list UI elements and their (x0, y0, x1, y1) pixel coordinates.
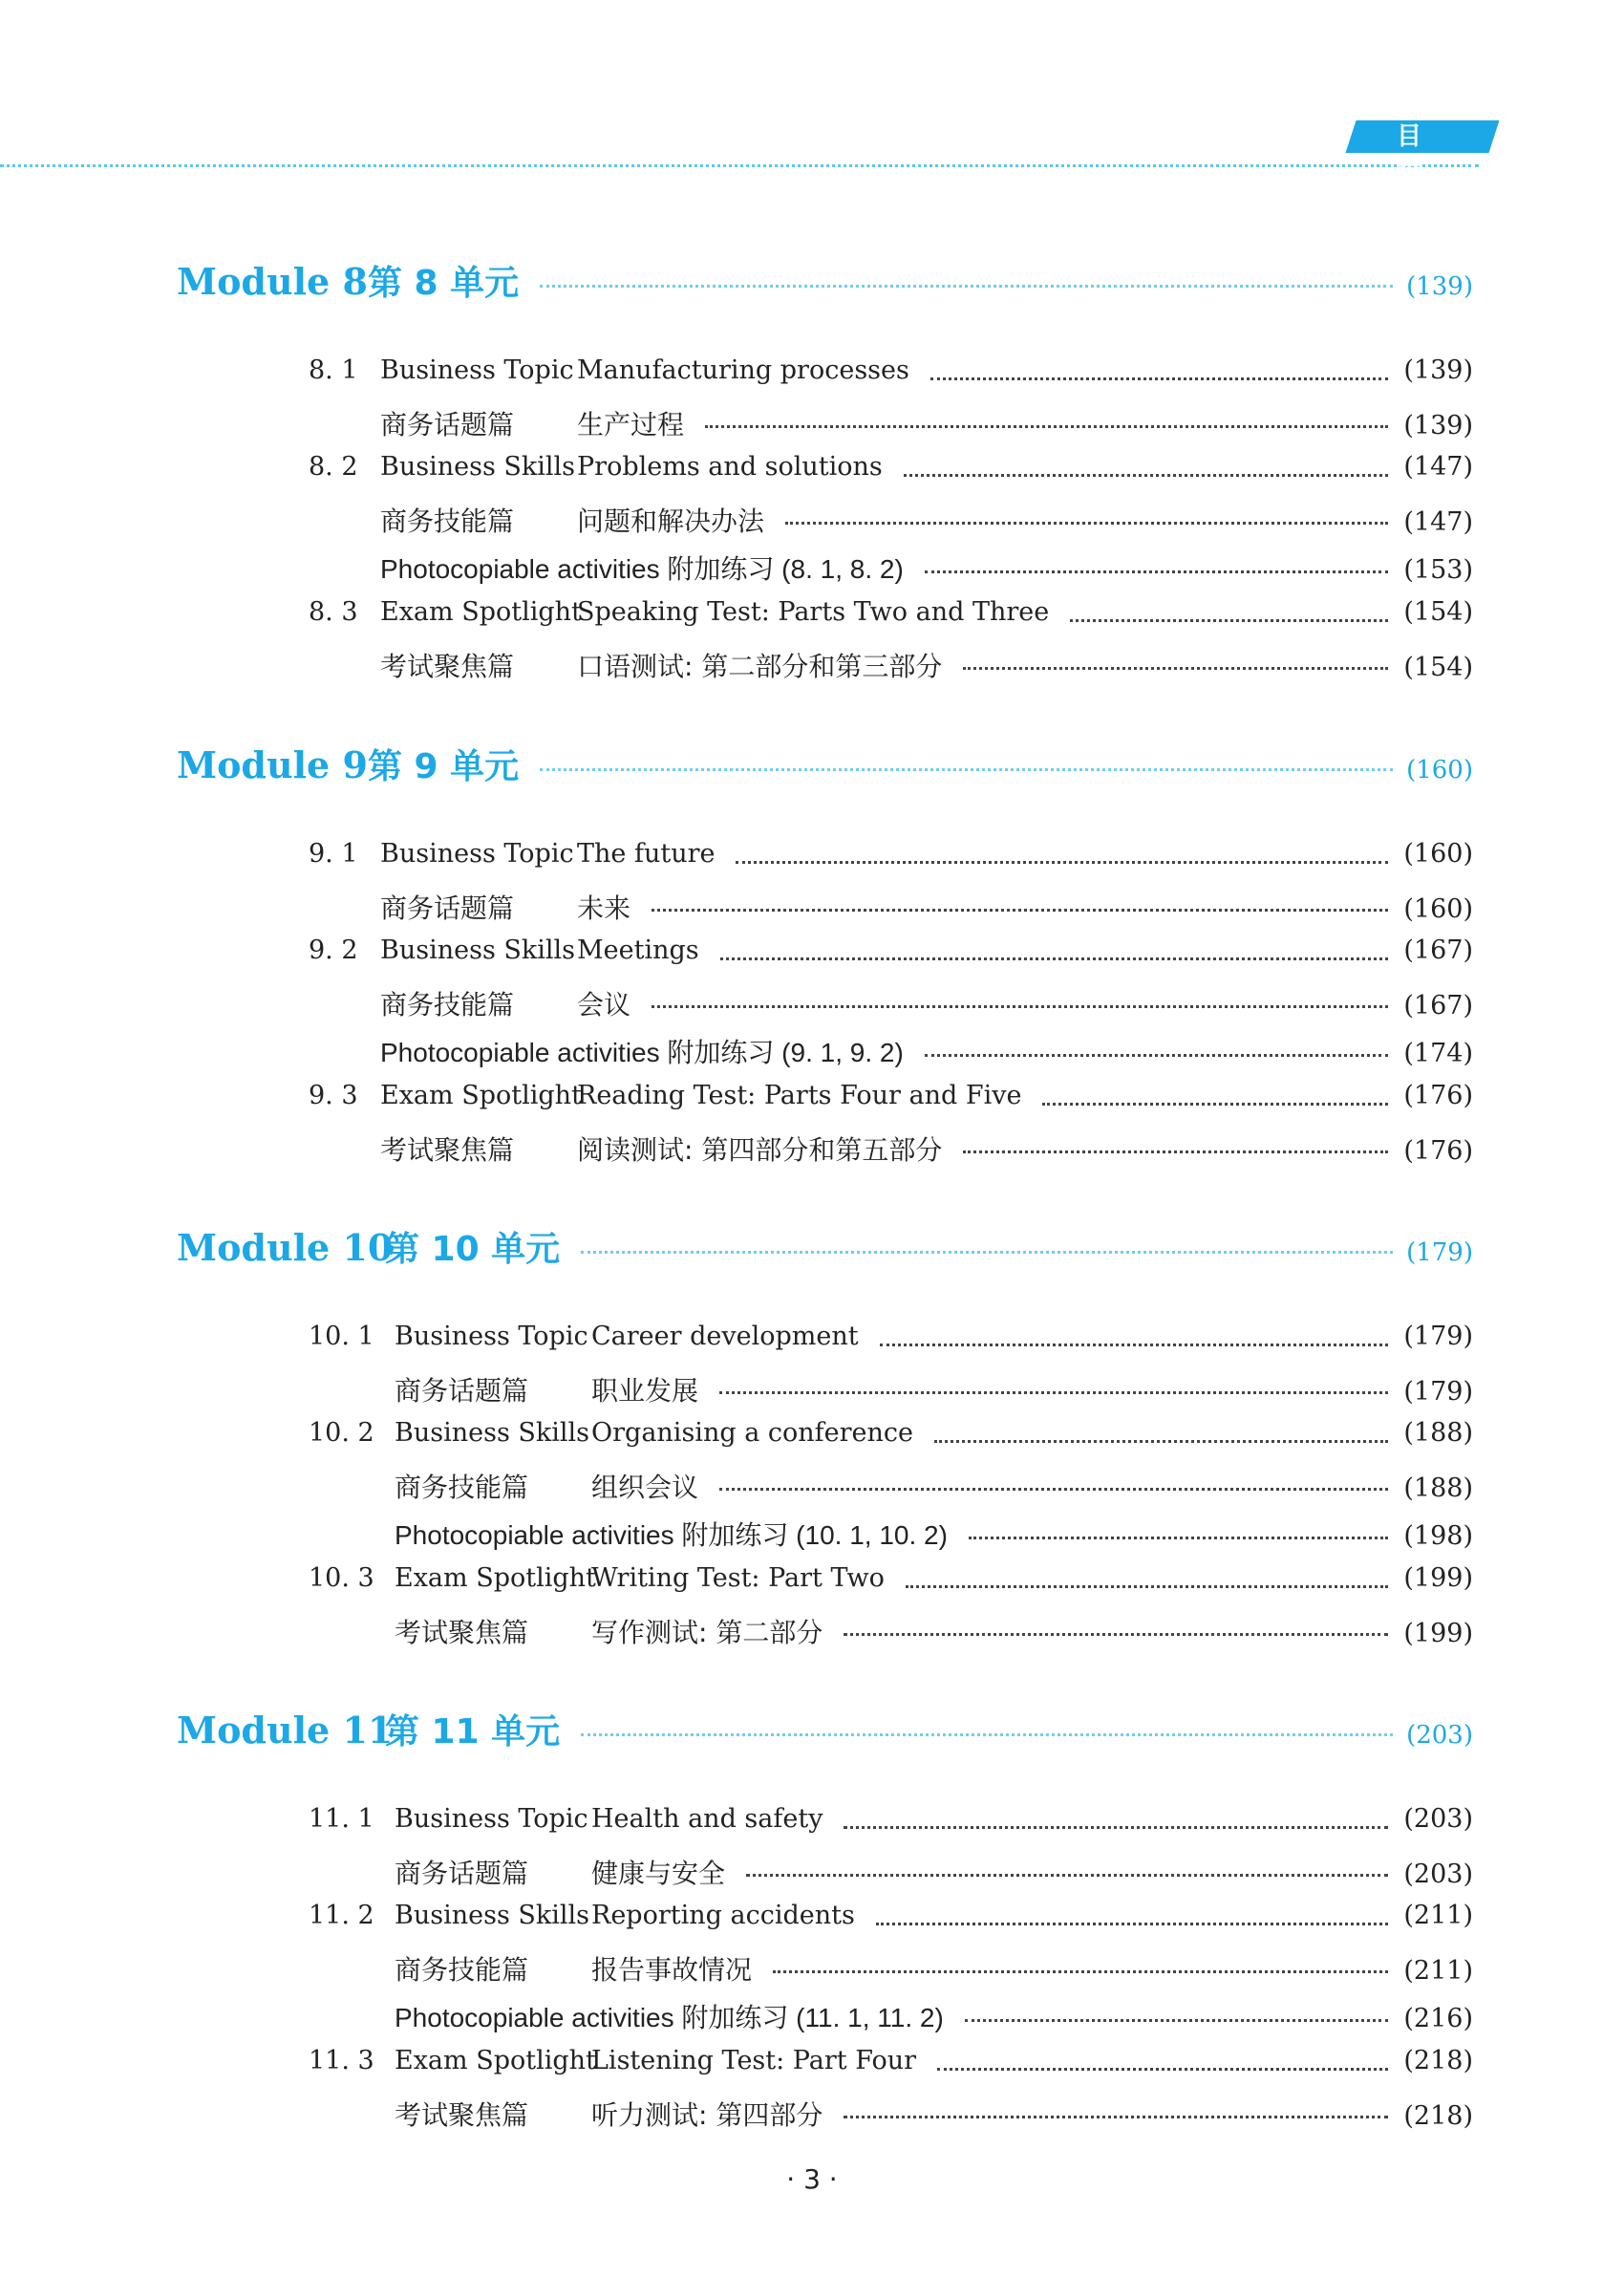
module-heading[interactable] (177, 256, 1473, 304)
entry-title: Career development (591, 1322, 859, 1351)
entry-category: Exam Spotlight (380, 1081, 582, 1110)
dotted-leader (925, 570, 1389, 573)
entry-category: Business Skills (380, 935, 576, 966)
module-title: 第 10 单元 (385, 1230, 561, 1269)
entry-category: Business Topic (395, 1804, 588, 1834)
module-title: 第 8 单元 (368, 264, 520, 303)
toc-entry[interactable] (309, 1370, 1473, 1408)
dotted-leader (652, 1005, 1388, 1008)
entry-category: 商务话题篇 (395, 1857, 529, 1889)
entry-category: Business Topic (380, 355, 574, 385)
entry-category: 商务技能篇 (395, 1953, 529, 1986)
dotted-leader (963, 1150, 1388, 1153)
dotted-leader (934, 1440, 1388, 1443)
entry-category: 考试聚焦篇 (380, 650, 515, 682)
entry-category: 商务话题篇 (380, 408, 515, 441)
dotted-leader (963, 667, 1388, 670)
entry-page: (174) (1403, 1039, 1473, 1069)
entry-title: 组织会议 (591, 1471, 699, 1503)
entry-number: 11. 1 (309, 1804, 374, 1834)
entry-title: 生产过程 (577, 408, 685, 441)
entry-page: (179) (1403, 1322, 1473, 1351)
entry-category: 考试聚焦篇 (380, 1133, 515, 1166)
dotted-leader (736, 861, 1388, 864)
toc-entry[interactable] (309, 1322, 1473, 1360)
entry-number: 9. 3 (309, 1081, 358, 1110)
toc-entry[interactable] (309, 2095, 1473, 2133)
dotted-leader (876, 1923, 1389, 1925)
module-heading[interactable] (177, 1222, 1473, 1270)
entry-page: (188) (1403, 1418, 1473, 1449)
entry-page: (179) (1403, 1376, 1473, 1407)
dotted-leader (880, 1344, 1389, 1346)
dotted-leader (581, 1733, 1393, 1736)
entry-category: 商务话题篇 (380, 892, 515, 924)
toc-entry[interactable] (309, 839, 1473, 877)
entry-title: Reporting accidents (591, 1901, 855, 1931)
entry-category: Exam Spotlight (380, 597, 582, 627)
entry-number: 10. 1 (309, 1322, 374, 1351)
header-tab-label: 目 录 (1396, 122, 1454, 183)
entry-page: (167) (1403, 990, 1473, 1021)
entry-category: Business Topic (395, 1322, 588, 1351)
module-page: (160) (1406, 756, 1473, 785)
module-title: 第 9 单元 (368, 747, 520, 786)
page-number: · 3 · (786, 2163, 838, 2195)
entry-category: 考试聚焦篇 (395, 2098, 529, 2131)
entry-title: 写作测试: 第二部分 (591, 1616, 823, 1648)
entry-page: (203) (1403, 1859, 1473, 1889)
dotted-leader (773, 1970, 1388, 1973)
dotted-leader (965, 2019, 1389, 2022)
dotted-leader (844, 2116, 1388, 2118)
entry-page: (203) (1403, 1804, 1473, 1834)
dotted-leader (1070, 619, 1388, 622)
toc-entry[interactable] (309, 1853, 1473, 1891)
toc-entry[interactable] (309, 1997, 1473, 2035)
entry-page: (153) (1403, 555, 1473, 586)
entry-page: (176) (1403, 1135, 1473, 1166)
entry-page: (216) (1403, 2004, 1473, 2034)
entry-category: Business Topic (380, 839, 574, 869)
entry-page: (147) (1403, 506, 1473, 537)
dotted-leader (906, 1585, 1388, 1588)
dotted-leader (705, 425, 1388, 428)
entry-number: 9. 1 (309, 839, 358, 869)
entry-category: Exam Spotlight (395, 2046, 596, 2075)
entry-page: (139) (1403, 355, 1473, 385)
toc-entry[interactable] (309, 501, 1473, 539)
entry-title: Meetings (577, 935, 699, 966)
module-number: Module 9 (177, 743, 368, 786)
module-title: 第 11 单元 (385, 1712, 561, 1752)
entry-title: 健康与安全 (591, 1857, 726, 1889)
toc-entry[interactable] (309, 1081, 1473, 1119)
entry-title: Writing Test: Part Two (591, 1563, 885, 1593)
toc-entry[interactable] (309, 1467, 1473, 1505)
entry-page: (154) (1403, 597, 1473, 627)
entry-number: 10. 2 (309, 1418, 374, 1449)
toc-entry[interactable] (309, 1515, 1473, 1553)
module-page: (203) (1406, 1721, 1473, 1750)
entry-number: 9. 2 (309, 935, 358, 966)
entry-page: (147) (1403, 452, 1473, 483)
toc-entry[interactable] (309, 1418, 1473, 1456)
entry-page: (139) (1403, 410, 1473, 441)
module-number: Module 8 (177, 260, 368, 303)
entry-page: (211) (1403, 1901, 1473, 1931)
module-heading[interactable] (177, 740, 1473, 787)
entry-category: Exam Spotlight (395, 1563, 596, 1593)
dotted-leader (904, 474, 1389, 477)
entry-category: Business Skills (395, 1418, 590, 1449)
entry-title: Health and safety (591, 1804, 823, 1834)
entry-title: Listening Test: Part Four (591, 2046, 917, 2075)
toc-entry[interactable] (309, 548, 1473, 587)
entry-title: 职业发展 (591, 1374, 699, 1407)
dotted-leader (969, 1537, 1388, 1539)
module-heading[interactable] (177, 1705, 1473, 1752)
toc-entry[interactable] (309, 1612, 1473, 1650)
toc-entry[interactable] (309, 1032, 1473, 1070)
toc-entry[interactable] (309, 1901, 1473, 1939)
entry-title: Speaking Test: Parts Two and Three (577, 597, 1050, 627)
entry-category: 商务技能篇 (380, 988, 515, 1021)
toc-entry[interactable] (309, 355, 1473, 394)
toc-entry[interactable] (309, 452, 1473, 490)
dotted-leader (937, 2068, 1388, 2071)
entry-page: (218) (1403, 2046, 1473, 2075)
dotted-leader (844, 1826, 1388, 1829)
toc-entry[interactable] (309, 935, 1473, 974)
toc-entry[interactable] (309, 2046, 1473, 2084)
entry-category: Business Skills (395, 1901, 590, 1931)
entry-number: 8. 3 (309, 597, 358, 627)
module-number: Module 10 (177, 1226, 394, 1269)
dotted-leader (785, 522, 1388, 525)
entry-page: (211) (1403, 1955, 1473, 1986)
entry-number: 10. 3 (309, 1563, 374, 1593)
dotted-leader (581, 1251, 1393, 1254)
entry-page: (218) (1403, 2100, 1473, 2131)
dotted-leader (720, 957, 1389, 960)
dotted-leader (925, 1054, 1389, 1057)
entry-title: 阅读测试: 第四部分和第五部分 (577, 1133, 943, 1166)
entry-page: (160) (1403, 893, 1473, 924)
entry-title: 会议 (577, 988, 631, 1021)
dotted-leader (746, 1874, 1388, 1877)
dotted-leader (719, 1488, 1388, 1491)
toc-entry[interactable] (309, 984, 1473, 1022)
entry-title: Organising a conference (591, 1418, 913, 1449)
entry-page: (199) (1403, 1618, 1473, 1648)
entry-category: 商务技能篇 (395, 1471, 529, 1503)
entry-category: Photocopiable activities 附加练习 (11. 1, 11. 2) (395, 2003, 944, 2033)
dotted-leader (652, 909, 1388, 912)
dotted-leader (540, 768, 1393, 771)
entry-category: Photocopiable activities 附加练习 (9. 1, 9. 2) (380, 1038, 904, 1068)
entry-title: 报告事故情况 (591, 1953, 753, 1986)
entry-page: (188) (1403, 1473, 1473, 1503)
entry-title: Manufacturing processes (577, 355, 909, 385)
dotted-leader (1042, 1103, 1388, 1106)
entry-number: 8. 2 (309, 452, 358, 483)
entry-page: (199) (1403, 1563, 1473, 1593)
dotted-leader (540, 285, 1393, 288)
toc-entry[interactable] (309, 1563, 1473, 1602)
module-number: Module 11 (177, 1709, 394, 1752)
toc-entry[interactable] (309, 597, 1473, 635)
entry-category: Business Skills (380, 452, 576, 483)
toc-entry[interactable] (309, 888, 1473, 926)
toc-entry[interactable] (309, 1804, 1473, 1842)
entry-title: 问题和解决办法 (577, 505, 765, 537)
entry-title: 未来 (577, 892, 631, 924)
entry-title: Problems and solutions (577, 452, 883, 483)
toc-entry[interactable] (309, 646, 1473, 684)
dotted-leader (930, 377, 1389, 380)
dotted-leader (719, 1391, 1388, 1394)
toc-entry[interactable] (309, 1949, 1473, 1988)
toc-entry[interactable] (309, 404, 1473, 442)
entry-number: 8. 1 (309, 355, 358, 385)
toc-entry[interactable] (309, 1129, 1473, 1168)
module-page: (179) (1406, 1238, 1473, 1267)
entry-page: (167) (1403, 935, 1473, 966)
entry-category: 商务技能篇 (380, 505, 515, 537)
entry-page: (160) (1403, 839, 1473, 869)
entry-title: The future (577, 839, 716, 869)
entry-category: 考试聚焦篇 (395, 1616, 529, 1648)
entry-category: 商务话题篇 (395, 1374, 529, 1407)
entry-title: Reading Test: Parts Four and Five (577, 1081, 1022, 1110)
dotted-leader (844, 1633, 1388, 1636)
entry-page: (154) (1403, 652, 1473, 682)
entry-number: 11. 2 (309, 1901, 374, 1931)
entry-page: (176) (1403, 1081, 1473, 1110)
entry-category: Photocopiable activities 附加练习 (8. 1, 8. 2) (380, 554, 904, 585)
module-page: (139) (1406, 272, 1473, 301)
entry-number: 11. 3 (309, 2046, 374, 2075)
entry-page: (198) (1403, 1521, 1473, 1552)
entry-title: 口语测试: 第二部分和第三部分 (577, 650, 943, 682)
entry-category: Photocopiable activities 附加练习 (10. 1, 10. 2) (395, 1520, 948, 1551)
entry-title: 听力测试: 第四部分 (591, 2098, 823, 2131)
